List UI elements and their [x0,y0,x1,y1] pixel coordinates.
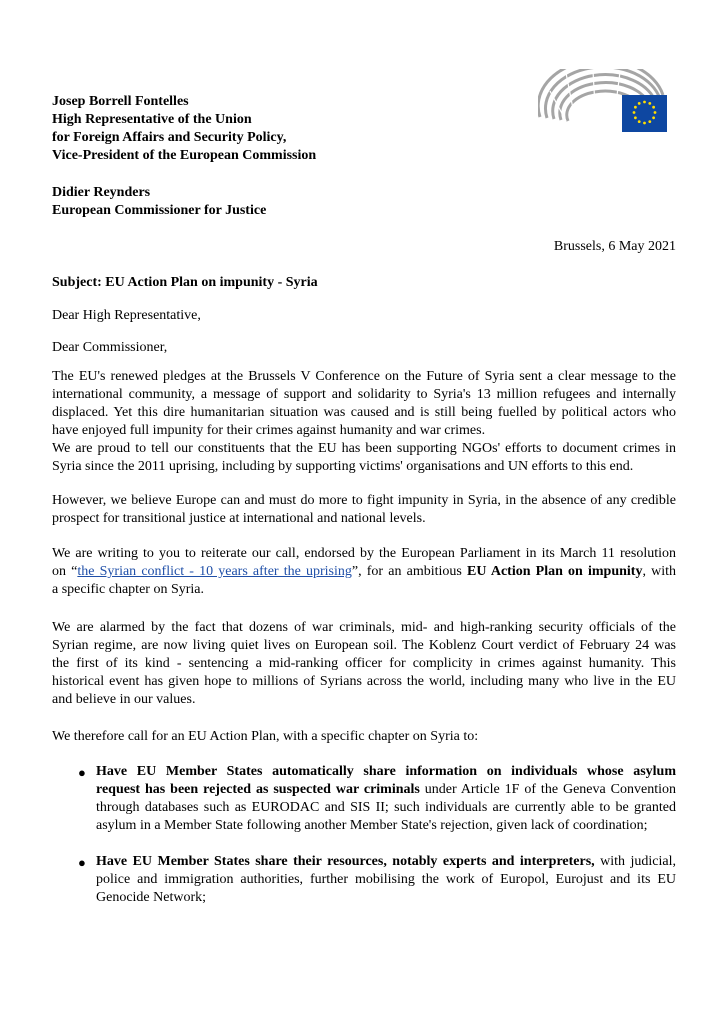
addressee-title-line: Vice-President of the European Commission [52,148,317,163]
text-line: police and immigration authorities, further mobilising the work of Europol, Eurojust and its EU [96,872,676,887]
text-run: ”, for an ambitious [351,564,467,579]
bold-text: EU Action Plan on impunity [467,564,643,579]
text-line: The EU's renewed pledges at the Brussels V Conference on the Future of Syria sent a clear message to the [52,369,676,384]
bullet-item-1 [96,763,676,835]
text-run: , with [642,564,677,579]
text-line: asylum in a Member State following another Member State's rejection, given lack of coordination; [96,818,648,833]
text-line: prospect for transitional justice at international and national levels. [52,511,426,526]
paragraph-5 [52,728,676,746]
text-line: However, we believe Europe can and must do more to fight impunity in Syria, in the absence of any credible [52,493,676,508]
text-line: We therefore call for an EU Action Plan, with a specific chapter on Syria to: [52,729,479,744]
text-line: Syrian regime, are now living quiet lives on European soil. The Koblenz Court verdict of February 24 was [52,638,676,653]
paragraph-3 [52,545,676,599]
salutation: Dear Commissioner, [52,340,168,355]
text-line: historical event has given hope to millions of Syrians across the world, including many who live in the EU [52,674,676,689]
text-line: Syria since the 2011 uprising, including by supporting victims' organisations and UN efforts to this end. [52,459,634,474]
text-line: international community, a message of support and solidarity to Syria's 13 million refugees and internally [52,387,676,402]
paragraph-4 [52,619,676,709]
text-line: We are proud to tell our constituents that the EU has been supporting NGOs' efforts to document crimes in [52,441,676,456]
addressee-block-2 [52,184,266,220]
text-line: a specific chapter on Syria. [52,582,204,597]
text-line: displaced. Yet this dire humanitarian situation was caused and is still being fuelled by political actors who [52,405,676,420]
bullet-icon: ● [78,765,86,780]
addressee-name: Didier Reynders [52,185,151,200]
bullet-icon: ● [78,855,86,870]
text-line: have enjoyed full impunity for their crimes against humanity and war crimes. [52,423,486,438]
addressee-name: Josep Borrell Fontelles [52,94,189,109]
text-line: the first of its kind - sentencing a mid-ranking officer for complicity in crimes against humanity. This [52,656,676,671]
bold-text: request has been rejected as suspected war criminals [96,782,420,797]
text-line [52,563,676,581]
paragraph-1 [52,368,676,476]
bold-text: Have EU Member States share their resources, notably experts and interpreters, [96,854,595,869]
addressee-title-line: European Commissioner for Justice [52,203,267,218]
addressee-title-line: High Representative of the Union [52,112,252,127]
text-line: through databases such as EURODAC and SIS II; such individuals are currently able to be granted [96,800,676,815]
text-run: with judicial, [594,854,676,869]
letter-subject: Subject: EU Action Plan on impunity - Syria [52,275,318,290]
letter-date: Brussels, 6 May 2021 [553,239,676,254]
text-line [96,853,676,871]
bullet-item-2 [96,853,676,907]
text-run: under Article 1F of the Geneva Convention [419,782,676,797]
text-line: Have EU Member States automatically share information on individuals whose asylum [96,764,676,779]
text-line: Genocide Network; [96,890,207,905]
text-line [96,781,676,799]
resolution-link[interactable]: the Syrian conflict - 10 years after the uprising [77,564,352,579]
european-parliament-logo [538,69,668,134]
text-line: and believe in our values. [52,692,196,707]
eu-flag-icon [622,95,667,132]
salutation: Dear High Representative, [52,308,201,323]
text-line: We are writing to you to reiterate our call, endorsed by the European Parliament in its March 11 resolution [52,546,676,561]
addressee-title-line: for Foreign Affairs and Security Policy, [52,130,287,145]
addressee-block-1 [52,93,316,165]
paragraph-2 [52,492,676,528]
text-run: on “ [52,564,78,579]
text-line: We are alarmed by the fact that dozens of war criminals, mid- and high-ranking security officials of the [52,620,676,635]
